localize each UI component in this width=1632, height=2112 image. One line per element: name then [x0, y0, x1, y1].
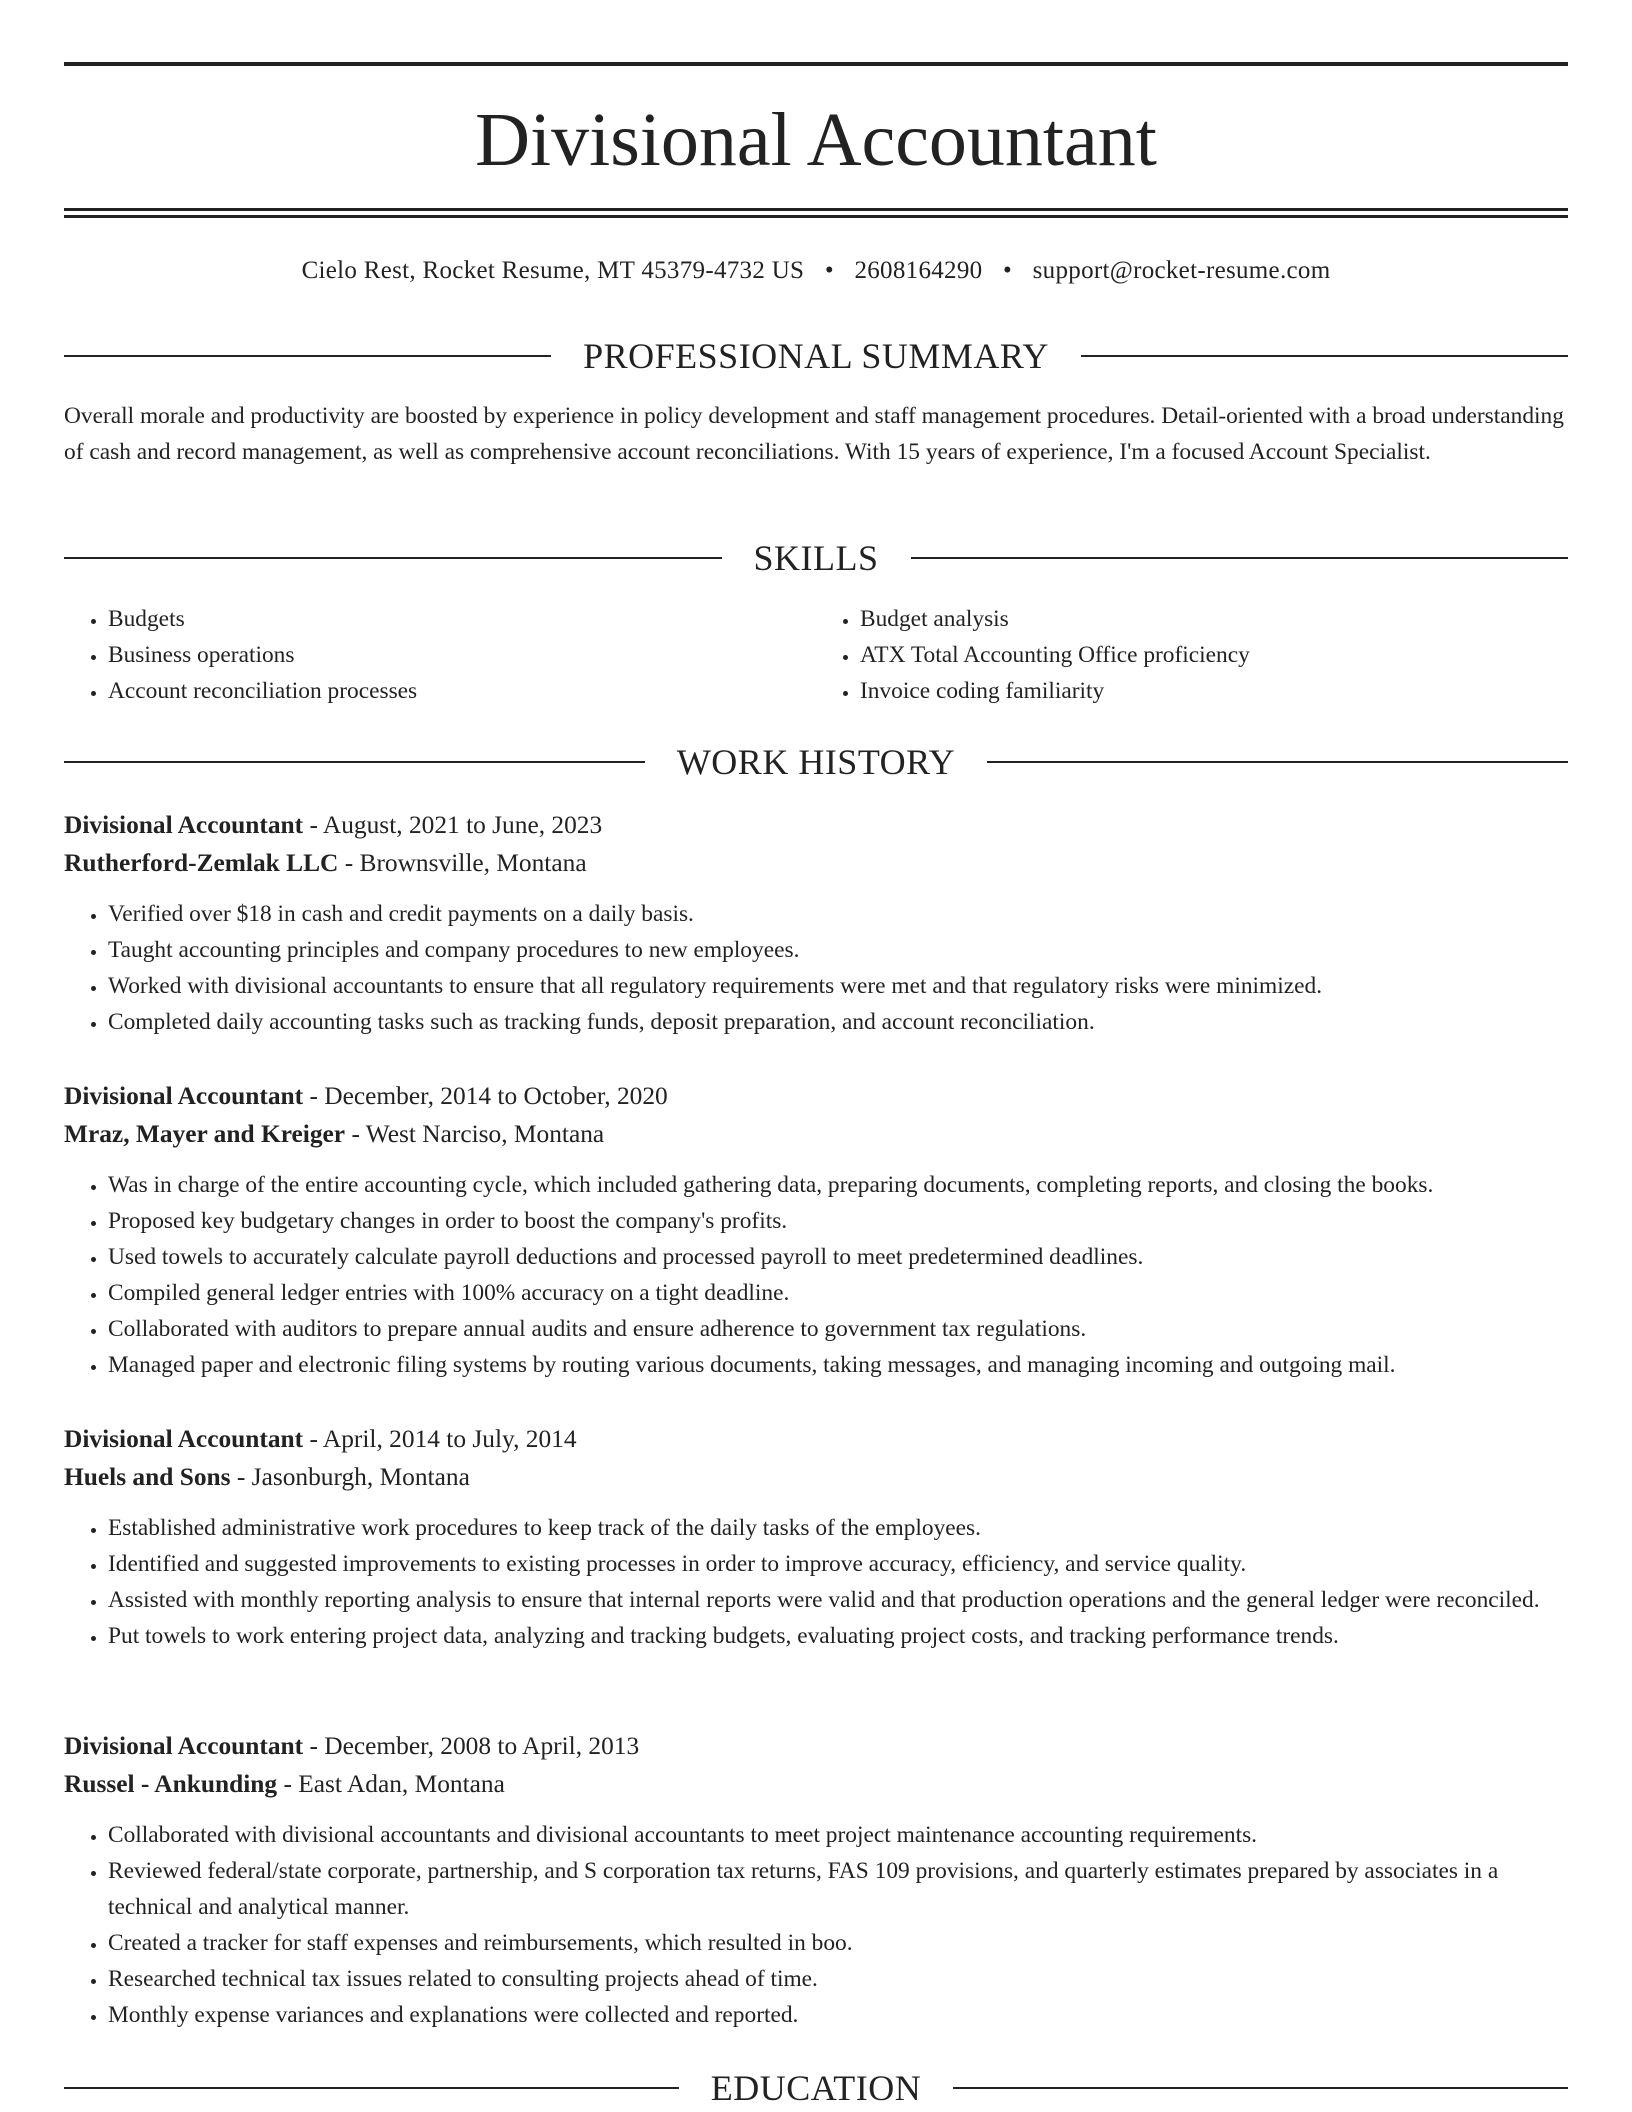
job-company-line — [64, 1115, 1568, 1153]
job-bullet: • Compiled general ledger entries with 100% accuracy on a tight deadline. — [108, 1275, 1568, 1311]
section-heading-summary — [64, 334, 1568, 378]
job-bullet: • Reviewed federal/state corporate, partnership, and S corporation tax returns, FAS 109 provisions, and quarterly estimates prepared by associates in a technical and analytical manner. — [108, 1853, 1568, 1925]
heading-rule — [64, 557, 722, 559]
job-bullets — [64, 1510, 1568, 1654]
section-title: WORK HISTORY — [676, 742, 956, 782]
job-title: Divisional Accountant — [64, 1425, 304, 1453]
contact-address: Cielo Rest, Rocket Resume, MT 45379-4732 US — [301, 257, 805, 284]
job-bullet: • Taught accounting principles and company procedures to new employees. — [108, 932, 1568, 968]
job-bullet: • Was in charge of the entire accounting cycle, which included gathering data, preparing documents, completing reports, and closing the books. — [108, 1167, 1568, 1203]
section-title: SKILLS — [753, 538, 879, 578]
job-bullet: • Worked with divisional accountants to ensure that all regulatory requirements were met and that regulatory risks were minimized. — [108, 968, 1568, 1004]
contact-separator: • — [1003, 257, 1013, 284]
job-location: - Jasonburgh, Montana — [230, 1463, 470, 1491]
job-company-line — [64, 1458, 1568, 1496]
job-title-line — [64, 1420, 1568, 1458]
job-location: - West Narciso, Montana — [345, 1120, 605, 1148]
heading-rule — [64, 761, 645, 763]
job-bullet: • Researched technical tax issues related to consulting projects ahead of time. — [108, 1961, 1568, 1997]
section-title: EDUCATION — [710, 2068, 922, 2108]
heading-rule — [911, 557, 1569, 559]
skill-item: • Budget analysis — [860, 601, 1568, 637]
job-bullet: • Collaborated with divisional accountants and divisional accountants to meet project maintenance accounting requirements. — [108, 1817, 1568, 1853]
skill-item: • Budgets — [108, 601, 816, 637]
job-bullets — [64, 1817, 1568, 2033]
job-company: Mraz, Mayer and Kreiger — [64, 1120, 346, 1148]
job-dates: - April, 2014 to July, 2014 — [303, 1425, 577, 1453]
job-bullet: • Created a tracker for staff expenses and reimbursements, which resulted in boo. — [108, 1925, 1568, 1961]
section-heading-education — [64, 2066, 1568, 2110]
job-title-line — [64, 1077, 1568, 1115]
skill-item: • ATX Total Accounting Office proficiency — [860, 637, 1568, 673]
skills-column-right — [816, 601, 1568, 709]
section-title: PROFESSIONAL SUMMARY — [583, 336, 1049, 376]
job-title-line — [64, 1727, 1568, 1765]
job-bullet: • Managed paper and electronic filing systems by routing various documents, taking messages, and managing incoming and outgoing mail. — [108, 1347, 1568, 1383]
job-bullet: • Verified over $18 in cash and credit payments on a daily basis. — [108, 896, 1568, 932]
job-entry — [64, 1077, 1568, 1383]
job-entry — [64, 1727, 1568, 2033]
contact-phone: 2608164290 — [854, 257, 983, 284]
contact-line — [64, 254, 1568, 288]
header-bottom-rule — [64, 208, 1568, 218]
job-company-line — [64, 844, 1568, 882]
header-top-rule — [64, 62, 1568, 66]
heading-rule — [1081, 355, 1568, 357]
job-title: Divisional Accountant — [64, 1732, 304, 1760]
job-location: - Brownsville, Montana — [338, 849, 587, 877]
job-location: - East Adan, Montana — [277, 1770, 505, 1798]
heading-rule — [64, 355, 551, 357]
job-company: Russel - Ankunding — [64, 1770, 278, 1798]
skill-item: • Account reconciliation processes — [108, 673, 816, 709]
job-bullet: • Used towels to accurately calculate payroll deductions and processed payroll to meet predetermined deadlines. — [108, 1239, 1568, 1275]
summary-text: Overall morale and productivity are boosted by experience in policy development and staff management procedures. Detail-oriented with a broad understanding of cash and record management, as well as comprehensive account reconciliations. With 15 years of experience, I'm a focused Account Specialist. — [64, 403, 1564, 465]
job-dates: - August, 2021 to June, 2023 — [303, 811, 603, 839]
job-company: Huels and Sons — [64, 1463, 231, 1491]
job-entry — [64, 1420, 1568, 1654]
job-entry — [64, 806, 1568, 1040]
job-bullet: • Assisted with monthly reporting analysis to ensure that internal reports were valid and that production operations and the general ledger were reconciled. — [108, 1582, 1568, 1618]
section-heading-work-history — [64, 740, 1568, 784]
heading-rule — [953, 2087, 1568, 2089]
skill-item: • Invoice coding familiarity — [860, 673, 1568, 709]
skills-column-left — [64, 601, 816, 709]
job-bullets — [64, 896, 1568, 1040]
job-bullet: • Established administrative work procedures to keep track of the daily tasks of the employees. — [108, 1510, 1568, 1546]
contact-separator: • — [824, 257, 834, 284]
job-bullet: • Completed daily accounting tasks such as tracking funds, deposit preparation, and account reconciliation. — [108, 1004, 1568, 1040]
section-heading-skills — [64, 536, 1568, 580]
job-bullet: • Identified and suggested improvements to existing processes in order to improve accuracy, efficiency, and service quality. — [108, 1546, 1568, 1582]
skills-list — [64, 601, 1568, 709]
page-title: Divisional Accountant — [475, 98, 1157, 182]
heading-rule — [64, 2087, 679, 2089]
contact-email: support@rocket-resume.com — [1032, 257, 1331, 284]
job-company-line — [64, 1765, 1568, 1803]
job-title: Divisional Accountant — [64, 811, 304, 839]
job-bullet: • Put towels to work entering project data, analyzing and tracking budgets, evaluating project costs, and tracking performance trends. — [108, 1618, 1568, 1654]
job-bullet: • Collaborated with auditors to prepare annual audits and ensure adherence to government tax regulations. — [108, 1311, 1568, 1347]
job-bullets — [64, 1167, 1568, 1383]
job-company: Rutherford-Zemlak LLC — [64, 849, 339, 877]
job-bullet: • Monthly expense variances and explanations were collected and reported. — [108, 1997, 1568, 2033]
heading-rule — [987, 761, 1568, 763]
job-title-line — [64, 806, 1568, 844]
skill-item: • Business operations — [108, 637, 816, 673]
job-title: Divisional Accountant — [64, 1082, 304, 1110]
job-bullet: • Proposed key budgetary changes in order to boost the company's profits. — [108, 1203, 1568, 1239]
job-dates: - December, 2008 to April, 2013 — [303, 1732, 640, 1760]
job-dates: - December, 2014 to October, 2020 — [303, 1082, 668, 1110]
